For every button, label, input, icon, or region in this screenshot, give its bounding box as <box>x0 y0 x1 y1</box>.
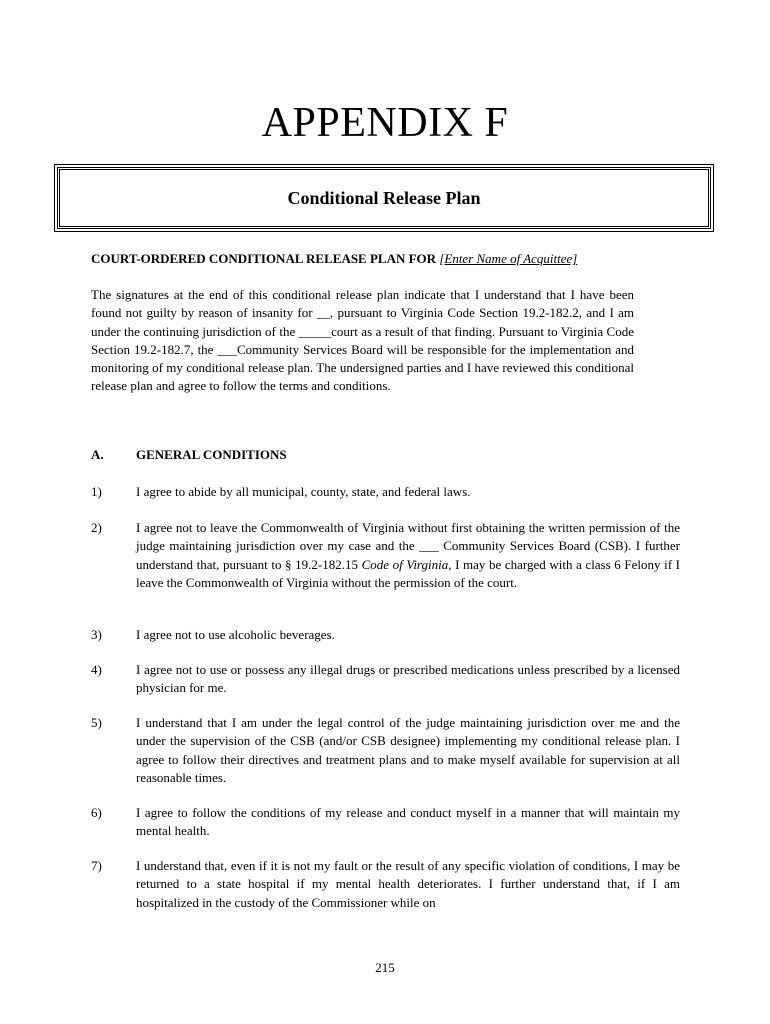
item-number: 3) <box>91 627 102 642</box>
item-text: I understand that, even if it is not my fault or the result of any specific violation of conditions, I may be returned to a state hospital if my mental health deteriorates. I further understand that, if I am hospitalized in the custody of the Commissioner while on <box>136 858 680 910</box>
item-number: 1) <box>91 484 102 499</box>
page-number: 215 <box>375 960 395 975</box>
item-text: I agree to abide by all municipal, county, state, and federal laws. <box>136 484 471 499</box>
item-number: 4) <box>91 662 102 677</box>
item-text: I agree not to use or possess any illegal drugs or prescribed medications unless prescribed by a licensed physician for me. <box>136 662 680 696</box>
item-text-part: , I may be charged with a class 6 Felony if I leave the Commonwealth of Virginia without the permission of the court. <box>136 556 680 590</box>
appendix-title: APPENDIX F <box>261 100 509 146</box>
item-text-part: I agree not to leave the Commonwealth of Virginia without first obtaining the written permission of the judge maintaining jurisdiction over my case and the ___ Community Services Board (CSB). I further understand that, pursuant to § 19.2-182.15 <box>136 520 680 572</box>
section-title: GENERAL CONDITIONS <box>136 447 287 462</box>
item-number: 7) <box>91 858 102 873</box>
item-text: I agree not to use alcoholic beverages. <box>136 627 335 642</box>
code-citation: Code of Virginia <box>361 556 449 572</box>
intro-paragraph: The signatures at the end of this conditional release plan indicate that I understand that I have been found not guilty by reason of insanity for __, pursuant to Virginia Code Section 19.2-182.2, and I am under the continuing jurisdiction of the _____court as a result of that finding. Pursuant to Virginia Code Section 19.2-182.7, the ___Community Services Board will be responsible for the implementation and monitoring of my conditional release plan. The undersigned parties and I have reviewed this conditional release plan and agree to follow the terms and conditions. <box>91 287 634 394</box>
section-letter: A. <box>91 447 104 462</box>
item-number: 2) <box>91 520 102 535</box>
court-order-label: COURT-ORDERED CONDITIONAL RELEASE PLAN FOR <box>91 251 440 266</box>
item-text: I understand that I am under the legal control of the judge maintaining jurisdiction over me and the under the supervision of the CSB (and/or CSB designee) implementing my conditional release plan. I agree to follow their directives and treatment plans and to make myself available for supervision at all reasonable times. <box>136 715 680 785</box>
item-number: 5) <box>91 715 102 730</box>
acquittee-name-placeholder: [Enter Name of Acquittee] <box>439 251 578 266</box>
item-number: 6) <box>91 805 102 820</box>
item-text: I agree to follow the conditions of my release and conduct myself in a manner that will maintain my mental health. <box>136 805 680 839</box>
item-text <box>136 519 680 592</box>
section-heading <box>91 447 287 463</box>
court-order-line <box>91 251 577 267</box>
title-box <box>57 167 711 229</box>
plan-title: Conditional Release Plan <box>287 187 481 208</box>
